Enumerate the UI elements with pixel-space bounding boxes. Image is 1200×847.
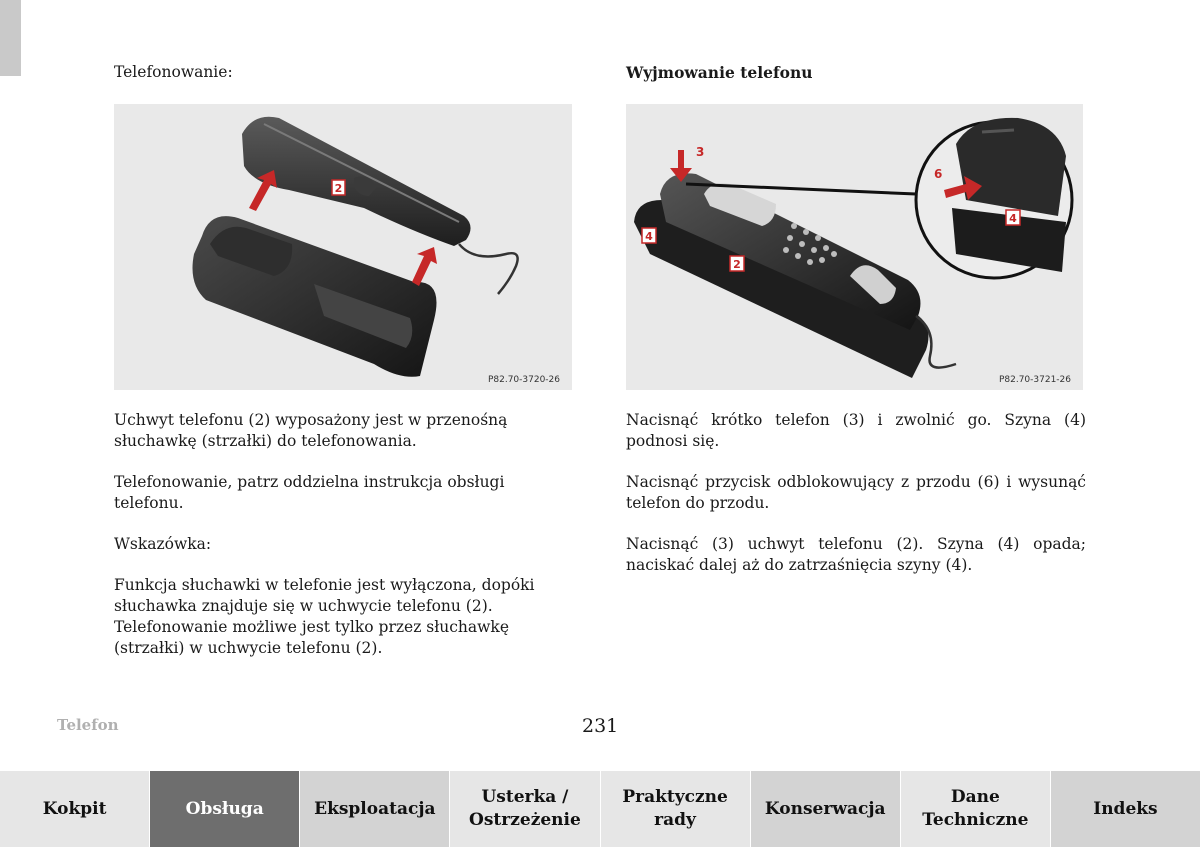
callout-2-handset: 2 bbox=[334, 182, 343, 195]
nav-tab-indeks[interactable]: Indeks bbox=[1051, 771, 1200, 847]
callout-6: 6 bbox=[934, 167, 943, 181]
nav-tab-dane-techniczne[interactable]: Dane Techniczne bbox=[901, 771, 1051, 847]
callout-4-inset: 4 bbox=[1009, 212, 1017, 225]
callout-2-phone: 2 bbox=[733, 258, 741, 271]
phone-removal-figure bbox=[626, 104, 1083, 390]
left-paragraph-3: Wskazówka: bbox=[114, 535, 212, 553]
nav-tab-kokpit[interactable]: Kokpit bbox=[0, 771, 150, 847]
right-paragraph-3: Nacisnąć (3) uchwyt telefonu (2). Szyna (4) opada; naciskać dalej aż do zatrzaśnięcia szyny (4). bbox=[626, 535, 1086, 574]
right-paragraph-2: Nacisnąć przycisk odblokowujący z przodu (6) i wysunąć telefon do przodu. bbox=[626, 473, 1086, 512]
right-text-column bbox=[626, 410, 1086, 596]
handset-cord bbox=[459, 244, 518, 294]
right-figure-code: P82.70-3721-26 bbox=[998, 375, 1071, 385]
left-figure-code: P82.70-3720-26 bbox=[487, 375, 560, 385]
callout-4-cradle: 4 bbox=[645, 230, 653, 243]
handset-cradle-illustration bbox=[114, 104, 572, 390]
nav-tab-eksploatacja[interactable]: Eksploatacja bbox=[300, 771, 450, 847]
footer-section-title: Telefon bbox=[57, 716, 119, 734]
nav-tab-praktyczne-rady[interactable]: Praktyczne rady bbox=[601, 771, 751, 847]
callout-3: 3 bbox=[696, 145, 705, 159]
nav-tab-usterka[interactable]: Usterka / Ostrzeżenie bbox=[450, 771, 600, 847]
phone-removal-illustration bbox=[626, 104, 1083, 390]
left-paragraph-4: Funkcja słuchawki w telefonie jest wyłączona, dopóki słuchawka znajduje się w uchwycie telefonu (2). Telefonowanie możliwe jest tylko przez słuchawkę (strzałki) w uchwycie telefonu (2). bbox=[114, 576, 535, 657]
left-text-column bbox=[114, 410, 574, 679]
page-corner-tab bbox=[0, 0, 21, 76]
left-heading: Telefonowanie: bbox=[114, 63, 233, 81]
page-number: 231 bbox=[582, 715, 619, 737]
left-paragraph-1: Uchwyt telefonu (2) wyposażony jest w przenośną słuchawkę (strzałki) do telefonowania. bbox=[114, 411, 508, 450]
chapter-nav-bar bbox=[0, 771, 1200, 847]
right-paragraph-1: Nacisnąć krótko telefon (3) i zwolnić go. Szyna (4) podnosi się. bbox=[626, 411, 1086, 450]
left-paragraph-2: Telefonowanie, patrz oddzielna instrukcja obsługi telefonu. bbox=[114, 473, 505, 512]
up-arrow-right bbox=[412, 247, 437, 286]
handset-cradle-figure bbox=[114, 104, 572, 390]
right-heading: Wyjmowanie telefonu bbox=[626, 63, 813, 82]
nav-tab-obsluga[interactable]: Obsługa bbox=[150, 771, 300, 847]
nav-tab-konserwacja[interactable]: Konserwacja bbox=[751, 771, 901, 847]
